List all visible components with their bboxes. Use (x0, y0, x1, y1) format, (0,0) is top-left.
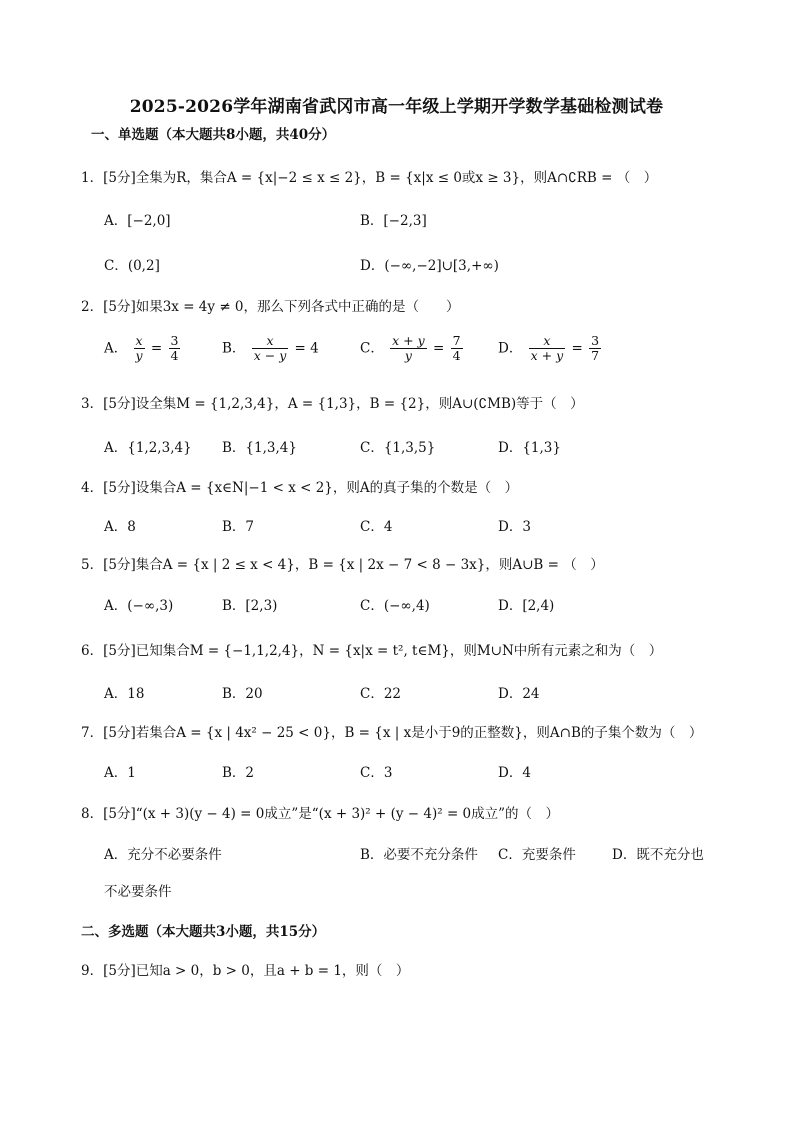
q6-option-a: A．18 (104, 686, 145, 702)
q2-option-d: D． $\frac{x}{x + y}$ = $\frac{3}{7}$ (498, 333, 600, 364)
q5-option-a: A．(−∞,3) (104, 598, 174, 614)
q6-option-b: B．20 (222, 686, 263, 702)
q3-option-d: D．{1,3} (498, 440, 561, 456)
q1-option-d: D．(−∞,−2]∪[3,+∞) (360, 258, 499, 274)
q6-option-c: C．22 (360, 686, 402, 702)
fraction: $\frac{x}{y}$ (135, 333, 143, 364)
q7-option-b: B．2 (222, 765, 255, 781)
page-title: 2025-2026学年湖南省武冈市高一年级上学期开学数学基础检测试卷 (129, 97, 664, 117)
q2-option-a-label: A． (104, 340, 128, 357)
q8-option-d: D．既不充分也 (612, 847, 704, 863)
q1-option-a: A．[−2,0] (104, 213, 171, 229)
question-3: 3．[5分]设全集M = {1,2,3,4}，A = {1,3}，B = {2}，则A∪(∁MB)等于（ ） (81, 396, 584, 412)
q1-option-c: C．(0,2] (104, 258, 160, 274)
q4-option-a: A．8 (104, 519, 136, 535)
fraction: $\frac{x + y}{y}$ (392, 333, 425, 364)
q3-option-a: A．{1,2,3,4} (104, 440, 192, 456)
q7-option-a: A．1 (104, 765, 136, 781)
question-9: 9．[5分]已知a > 0，b > 0，且a + b = 1，则（ ） (81, 963, 410, 979)
fraction: $\frac{x}{x - y}$ (253, 333, 287, 364)
q4-option-d: D．3 (498, 519, 531, 535)
q2-option-b: B． $\frac{x}{x - y}$ = 4 (222, 333, 319, 364)
q2-option-c-label: C． (360, 340, 384, 357)
fraction: $\frac{7}{4}$ (452, 333, 461, 364)
q4-option-b: B．7 (222, 519, 255, 535)
q2-option-d-label: D． (498, 340, 523, 357)
section-multiple-choice: 二、多选题（本大题共3小题，共15分） (81, 924, 326, 940)
q6-option-d: D．24 (498, 686, 540, 702)
question-1: 1．[5分]全集为R，集合A = {x|−2 ≤ x ≤ 2}，B = {x|x ≤ 0或x ≥ 3}，则A∩∁RB = （ ） (81, 170, 658, 186)
question-4: 4．[5分]设集合A = {x∈N|−1 < x < 2}，则A的真子集的个数是（ ） (81, 480, 519, 496)
fraction: $\frac{x}{x + y}$ (530, 333, 564, 364)
q5-option-b: B．[2,3) (222, 598, 278, 614)
q7-option-d: D．4 (498, 765, 531, 781)
q5-option-c: C．(−∞,4) (360, 598, 430, 614)
q3-option-b: B．{1,3,4} (222, 440, 297, 456)
question-8: 8．[5分]“(x + 3)(y − 4) = 0成立”是“(x + 3)² + (y − 4)² = 0成立”的（ ） (81, 806, 560, 822)
q7-option-c: C．3 (360, 765, 393, 781)
question-5: 5．[5分]集合A = {x | 2 ≤ x < 4}，B = {x | 2x − 7 < 8 − 3x}，则A∪B = （ ） (81, 557, 604, 573)
q5-option-d: D．[2,4) (498, 598, 555, 614)
q2-option-c: C． $\frac{x + y}{y}$ = $\frac{7}{4}$ (360, 333, 461, 364)
q4-option-c: C．4 (360, 519, 393, 535)
question-7: 7．[5分]若集合A = {x | 4x² − 25 < 0}，B = {x | x是小于9的正整数}，则A∩B的子集个数为（ ） (81, 725, 703, 741)
question-6: 6．[5分]已知集合M = {−1,1,2,4}，N = {x|x = t², t∈M}，则M∪N中所有元素之和为（ ） (81, 643, 663, 659)
q8-option-c: C．充要条件 (498, 847, 576, 863)
q3-option-c: C．{1,3,5} (360, 440, 436, 456)
question-2: 2．[5分]如果3x = 4y ≠ 0，那么下列各式中正确的是（ ） (81, 299, 460, 315)
fraction: $\frac{3}{7}$ (591, 333, 600, 364)
q2-option-b-label: B． (222, 340, 246, 357)
fraction: $\frac{3}{4}$ (170, 333, 179, 364)
section-single-choice: 一、单选题（本大题共8小题，共40分） (91, 127, 336, 143)
q8-option-d-continuation: 不必要条件 (104, 884, 172, 900)
q8-option-b: B．必要不充分条件 (360, 847, 478, 863)
q1-option-b: B．[−2,3] (360, 213, 427, 229)
q2-option-a: A． $\frac{x}{y}$ = $\frac{3}{4}$ (104, 333, 179, 364)
q8-option-a: A．充分不必要条件 (104, 847, 222, 863)
